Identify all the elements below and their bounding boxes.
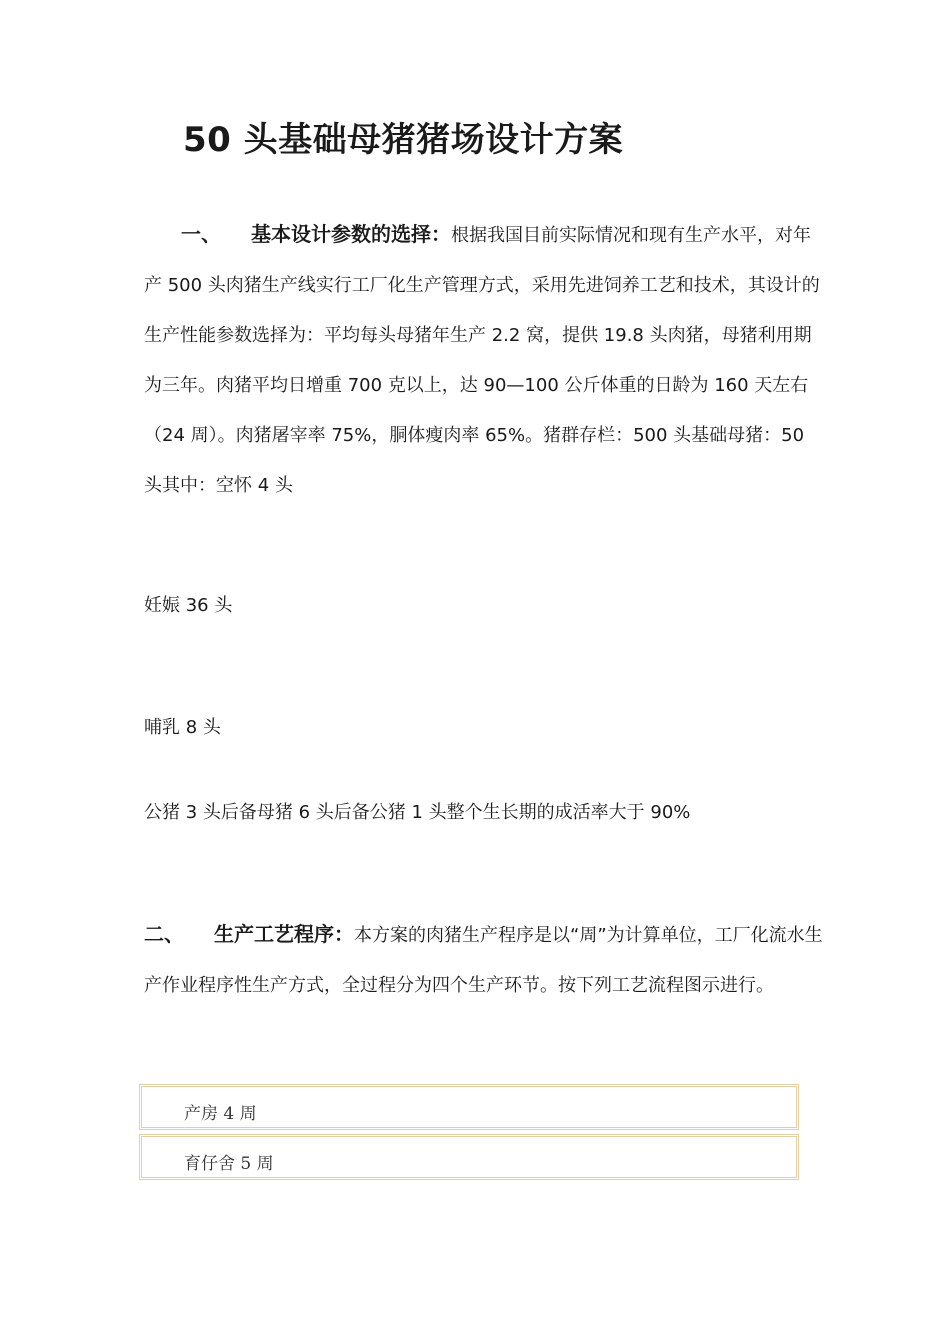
section-1-body: 根据我国目前实际情况和现有生产水平，对年产 500 头肉猪生产线实行工厂化生产管理方式，采用先进饲养工艺和技术，其设计的生产性能参数选择为：平均每头母猪年生产 2.2 窝，提供 19.8 头肉猪，母猪利用期为三年。肉猪平均日增重 700 克以上，达 90—100 公斤体重的日龄为 160 天左右（24 周）。肉猪屠宰率 75%，胴体瘦肉率 65%。猪群存栏：500 头基础母猪：50 头其中：空怀 4 头	[144, 225, 820, 496]
section-2-body: 本方案的肉猪生产程序是以“周”为计算单位，工厂化流水生产作业程序性生产方式，全过程分为四个生产环节。按下列工艺流程图示进行。	[144, 925, 823, 996]
boars-count-line: 公猪 3 头后备母猪 6 头后备公猪 1 头整个生长期的成活率大于 90%	[144, 802, 691, 823]
section-2-heading: 生产工艺程序：	[214, 922, 354, 946]
pregnant-count-line: 妊娠 36 头	[144, 595, 233, 616]
page-title: 50 头基础母猪猪场设计方案	[183, 120, 624, 160]
flow-step-nursery	[139, 1134, 799, 1180]
section-2-number: 二、	[144, 922, 184, 946]
section-1-number: 一、	[181, 222, 221, 246]
flow-step-nursery-label: 育仔舍 5 周	[184, 1154, 274, 1174]
flow-step-farrowing-label: 产房 4 周	[184, 1104, 257, 1124]
flow-step-farrowing	[139, 1084, 799, 1130]
section-2-paragraph	[144, 909, 824, 1011]
lactating-count-line: 哺乳 8 头	[144, 717, 221, 738]
section-1-heading: 基本设计参数的选择：	[251, 222, 451, 246]
section-1-paragraph	[144, 209, 824, 511]
